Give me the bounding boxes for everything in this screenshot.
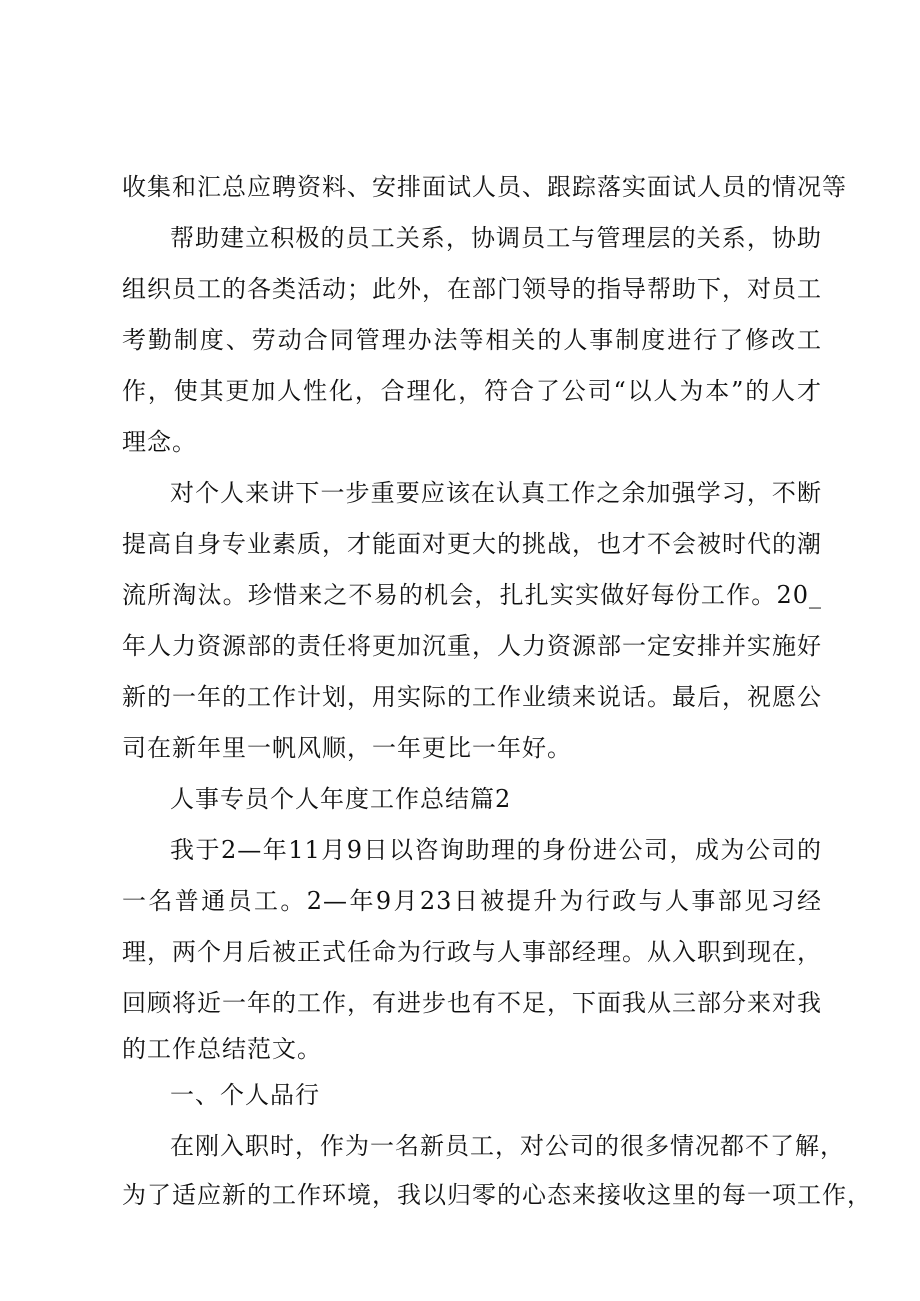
paragraph-summary-continuation: 的工作总结范文。 xyxy=(122,1035,322,1063)
paragraph-recruitment-tasks: 收集和汇总应聘资料、安排面试人员、跟踪落实面试人员的情况等 xyxy=(122,173,847,201)
paragraph-career-history: 我于2—年11月9日以咨询助理的身份进公司，成为公司的一名普通员工。2—年9月23日被提升为行政与人事部见习经理，两个月后被正式任命为行政与人事部经理。从入职到现在，回顾将近一年的工作，有进步也有不足，下面我从三部分来对我 xyxy=(122,836,822,1017)
document-body xyxy=(122,162,872,1219)
section-heading-personal-conduct: 一、个人品行 xyxy=(170,1081,320,1109)
section-heading-part-2: 人事专员个人年度工作总结篇2 xyxy=(170,785,512,813)
paragraph-new-employee-start: 在刚入职时，作为一名新员工，对公司的很多情况都不了解， xyxy=(170,1132,845,1160)
paragraph-employee-relations: 帮助建立积极的员工关系，协调员工与管理层的关系，协助组织员工的各类活动；此外，在部门领导的指导帮助下，对员工考勤制度、劳动合同管理办法等相关的人事制度进行了修改工作，使其更加人性化，合理化，符合了公司“以人为本”的人才理念。 xyxy=(122,224,822,456)
paragraph-next-steps: 对个人来讲下一步重要应该在认真工作之余加强学习，不断提高自身专业素质，才能面对更大的挑战，也才不会被时代的潮流所淘汰。珍惜来之不易的机会，扎扎实实做好每份工作。20_年人力资源部的责任将更加沉重，人力资源部一定安排并实施好新的一年的工作计划，用实际的工作业绩来说话。最后，祝愿公司在新年里一帆风顺，一年更比一年好。 xyxy=(122,479,822,762)
paragraph-new-environment: 为了适应新的工作环境，我以归零的心态来接收这里的每一项工作， xyxy=(122,1181,872,1209)
